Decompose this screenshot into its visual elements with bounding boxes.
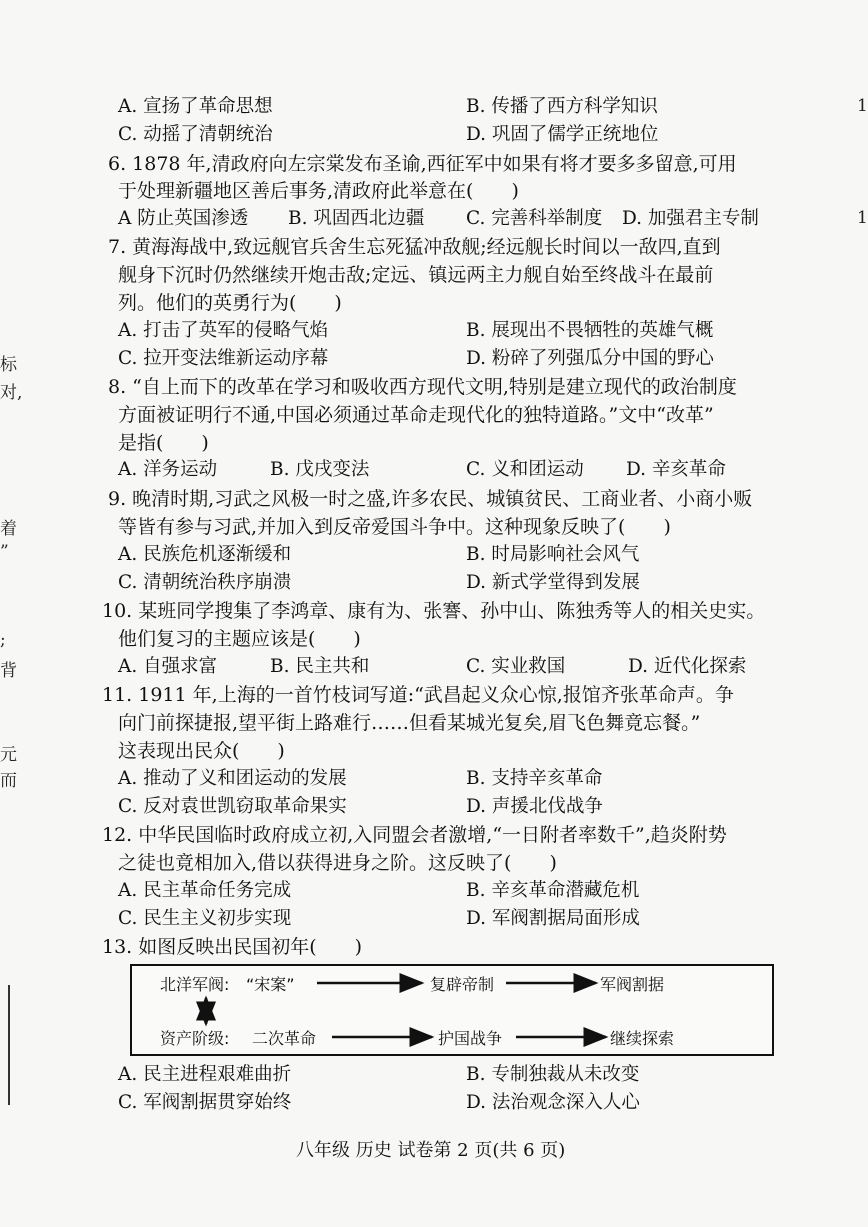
margin-char: 1 bbox=[857, 208, 868, 228]
option: B. 戊戌变法 bbox=[270, 459, 370, 480]
option: C. 拉开变法维新运动序幕 bbox=[118, 348, 329, 369]
option: B. 辛亥革命潜藏危机 bbox=[466, 880, 640, 901]
option: A. 民族危机逐渐缓和 bbox=[118, 544, 292, 565]
row2-label: 资产阶级: bbox=[160, 1029, 230, 1048]
margin-char: ; bbox=[0, 630, 6, 650]
option: C. 民生主义初步实现 bbox=[118, 908, 292, 929]
margin-char: 背 bbox=[0, 661, 17, 681]
option: A. 宣扬了革命思想 bbox=[118, 96, 273, 117]
question-line: 是指( ) bbox=[118, 432, 209, 454]
question-line: 7. 黄海海战中,致远舰官兵舍生忘死猛冲敌舰;经远舰长时间以一敌四,直到 bbox=[108, 236, 721, 258]
option: A. 民主革命任务完成 bbox=[118, 880, 292, 901]
question-line: 6. 1878 年,清政府向左宗棠发布圣谕,西征军中如果有将才要多多留意,可用 bbox=[108, 153, 737, 175]
question-line: 方面被证明行不通,中国必须通过革命走现代化的独特道路。”文中“改革” bbox=[118, 404, 714, 426]
option: B. 巩固西北边疆 bbox=[288, 208, 425, 229]
option: B. 时局影响社会风气 bbox=[466, 544, 640, 565]
option: D. 法治观念深入人心 bbox=[466, 1092, 640, 1113]
history-flow-diagram bbox=[130, 964, 774, 1056]
row1-item: 军阀割据 bbox=[600, 975, 665, 994]
margin-char: ” bbox=[0, 542, 9, 562]
option: D. 声援北伐战争 bbox=[466, 796, 603, 817]
margin-char: 元 bbox=[0, 745, 17, 765]
option: C. 反对袁世凯窃取革命果实 bbox=[118, 796, 347, 817]
margin-char: 对, bbox=[0, 383, 23, 403]
question-line: 12. 中华民国临时政府成立初,入同盟会者激增,“一日附者率数千”,趋炎附势 bbox=[102, 824, 727, 846]
option: D. 新式学堂得到发展 bbox=[466, 572, 640, 593]
row2-item: 继续探索 bbox=[610, 1029, 675, 1048]
question-line: 这表现出民众( ) bbox=[118, 740, 285, 762]
option: C. 动摇了清朝统治 bbox=[118, 124, 273, 145]
question-line: 8. “自上而下的改革在学习和吸收西方现代文明,特别是建立现代的政治制度 bbox=[108, 376, 737, 398]
margin-char: 着 bbox=[0, 519, 17, 539]
option: B. 专制独裁从未改变 bbox=[466, 1064, 640, 1085]
option: C. 完善科举制度 bbox=[466, 208, 603, 229]
option: D. 巩固了儒学正统地位 bbox=[466, 124, 659, 145]
option: B. 展现出不畏牺牲的英雄气概 bbox=[466, 320, 714, 341]
row2-item: 护国战争 bbox=[438, 1029, 503, 1048]
option: A. 洋务运动 bbox=[118, 459, 218, 480]
option: B. 支持辛亥革命 bbox=[466, 768, 603, 789]
question-line: 于处理新疆地区善后事务,清政府此举意在( ) bbox=[118, 180, 519, 202]
option: B. 传播了西方科学知识 bbox=[466, 96, 658, 117]
row1-item: 复辟帝制 bbox=[430, 975, 495, 994]
question-line: 9. 晚清时期,习武之风极一时之盛,许多农民、城镇贫民、工商业者、小商小贩 bbox=[108, 488, 753, 510]
option: A. 民主进程艰难曲折 bbox=[118, 1064, 292, 1085]
option: A 防止英国渗透 bbox=[118, 208, 249, 229]
option: A. 推动了义和团运动的发展 bbox=[118, 768, 347, 789]
question-line: 10. 某班同学搜集了李鸿章、康有为、张謇、孙中山、陈独秀等人的相关史实。 bbox=[102, 600, 766, 622]
question-line: 向门前探捷报,望平街上路难行……但看某城光复矣,眉飞色舞竟忘餐。” bbox=[118, 712, 701, 734]
option: C. 清朝统治秩序崩溃 bbox=[118, 572, 292, 593]
option: A. 打击了英军的侵略气焰 bbox=[118, 320, 329, 341]
option: B. 民主共和 bbox=[270, 656, 370, 677]
margin-char: 标 bbox=[0, 355, 17, 375]
question-line: 舰身下沉时仍然继续开炮击敌;定远、镇远两主力舰自始至终战斗在最前 bbox=[118, 264, 714, 286]
option: A. 自强求富 bbox=[118, 656, 218, 677]
question-line: 之徒也竟相加入,借以获得进身之阶。这反映了( ) bbox=[118, 852, 557, 874]
option: D. 粉碎了列强瓜分中国的野心 bbox=[466, 348, 714, 369]
option: D. 军阀割据局面形成 bbox=[466, 908, 640, 929]
question-line: 11. 1911 年,上海的一首竹枝词写道:“武昌起义众心惊,报馆齐张革命声。争 bbox=[102, 684, 734, 706]
row1-label: 北洋军阀: bbox=[160, 975, 230, 994]
option: D. 近代化探索 bbox=[628, 656, 747, 677]
question-line: 他们复习的主题应该是( ) bbox=[118, 628, 361, 650]
question-line: 13. 如图反映出民国初年( ) bbox=[102, 936, 363, 958]
row2-item: 二次革命 bbox=[252, 1029, 317, 1048]
margin-char: 而 bbox=[0, 771, 17, 791]
option: D. 加强君主专制 bbox=[622, 208, 759, 229]
option: C. 实业救国 bbox=[466, 656, 566, 677]
option: C. 义和团运动 bbox=[466, 459, 584, 480]
option: D. 辛亥革命 bbox=[626, 459, 726, 480]
question-line: 等皆有参与习武,并加入到反帝爱国斗争中。这种现象反映了( ) bbox=[118, 516, 671, 538]
page-footer: 八年级 历史 试卷第 2 页(共 6 页) bbox=[296, 1140, 566, 1161]
margin-rule bbox=[0, 985, 10, 1105]
question-line: 列。他们的英勇行为( ) bbox=[118, 292, 342, 314]
option: C. 军阀割据贯穿始终 bbox=[118, 1092, 292, 1113]
margin-char: 1 bbox=[857, 96, 868, 116]
row1-item: “宋案” bbox=[246, 975, 295, 994]
